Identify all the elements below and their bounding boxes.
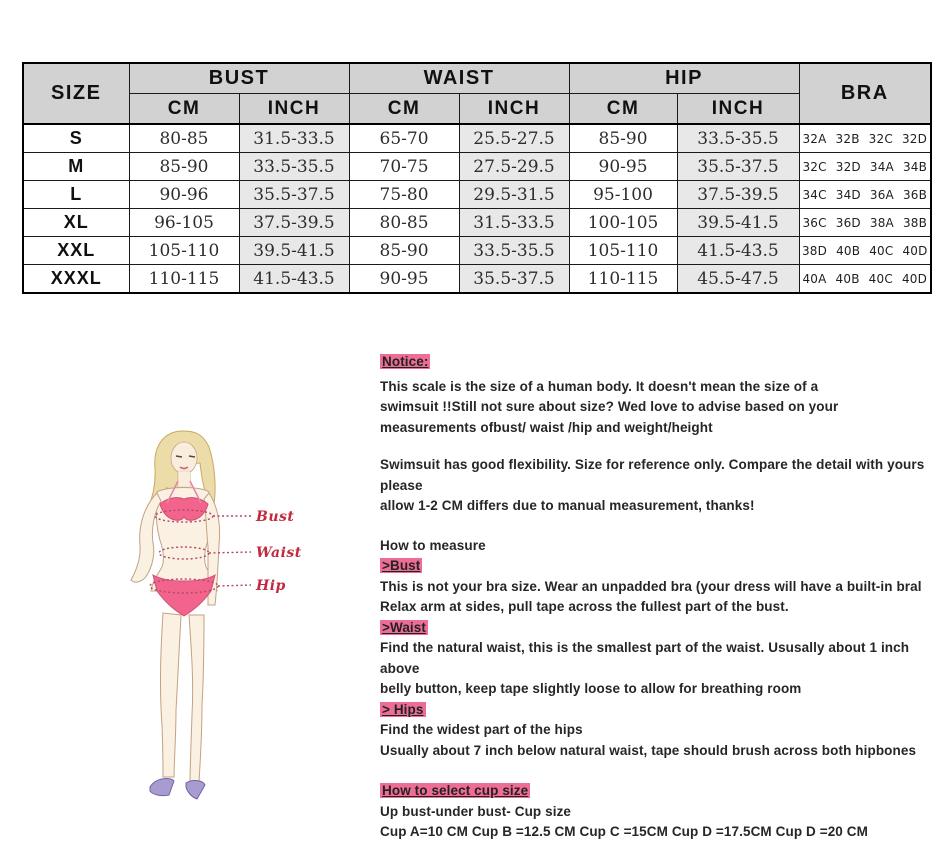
table-row [23,153,931,181]
size-table-body [23,124,931,293]
measurement-figure [105,425,365,815]
cup-size-heading: How to select cup size [382,783,529,798]
value-cell: 90-95 [569,153,677,181]
text-line: Find the natural waist, this is the smallest part of the waist. Ususally about 1 inch above [380,640,910,676]
value-cell: 41.5-43.5 [677,237,799,265]
value-cell: 90-96 [129,181,239,209]
value-cell: 110-115 [129,265,239,294]
value-cell: 41.5-43.5 [239,265,349,294]
value-cell: 90-95 [349,265,459,294]
how-to-measure-heading: How to measure [380,537,486,553]
right-leg [189,615,204,782]
value-cell: 80-85 [349,209,459,237]
value-cell: 34C 34D 36A 36B [799,181,931,209]
value-cell: 85-90 [129,153,239,181]
text-line: measurements ofbust/ waist /hip and weight/height [380,419,713,435]
value-cell: 110-115 [569,265,677,294]
waist-label: Waist [256,545,302,561]
value-cell: 35.5-37.5 [459,265,569,294]
bust-section-heading: >Bust [382,558,421,573]
flexibility-note [380,455,928,517]
value-cell: 38D 40B 40C 40D [799,237,931,265]
table-row [23,181,931,209]
value-cell: 96-105 [129,209,239,237]
header-size: SIZE [23,63,129,124]
text-line: This is not your bra size. Wear an unpadded bra (your dress will have a built-in bral [380,578,922,594]
value-cell: 33.5-35.5 [677,124,799,153]
text-line: Cup A=10 CM Cup B =12.5 CM Cup C =15CM Cup D =17.5CM Cup D =20 CM [380,824,868,839]
left-shoe [150,779,174,796]
bust-label: Bust [256,509,295,525]
header-hip: HIP [569,63,799,94]
table-row [23,209,931,237]
notice-heading: Notice: [382,354,429,369]
size-cell: XL [23,209,129,237]
value-cell: 105-110 [569,237,677,265]
value-cell: 31.5-33.5 [239,124,349,153]
waist-leader-line [209,552,251,553]
value-cell: 75-80 [349,181,459,209]
text-line: This scale is the size of a human body. It doesn't mean the size of a [380,378,819,394]
header-bust: BUST [129,63,349,94]
waist-section-heading: >Waist [382,619,426,635]
value-cell: 85-90 [569,124,677,153]
left-leg [160,613,181,777]
value-cell: 25.5-27.5 [459,124,569,153]
size-cell: L [23,181,129,209]
value-cell: 45.5-47.5 [677,265,799,294]
waist-instructions [380,638,928,700]
text-line: Usually about 7 inch below natural waist, tape should brush across both hipbones [380,742,917,758]
value-cell: 36C 36D 38A 38B [799,209,931,237]
hip-label: Hip [256,578,286,594]
text-line: swimsuit !!Still not sure about size? Wed love to advise based on your [380,399,839,414]
measurement-notes [380,352,928,843]
bust-instructions [380,577,928,618]
value-cell: 85-90 [349,237,459,265]
notice-body [380,377,928,439]
size-cell: M [23,153,129,181]
text-line: Relax arm at sides, pull tape across the fullest part of the bust. [380,599,789,614]
header-waist-cm: CM [349,94,459,125]
hips-instructions [380,720,928,761]
value-cell: 31.5-33.5 [459,209,569,237]
header-waist: WAIST [349,63,569,94]
header-bust-cm: CM [129,94,239,125]
text-line: belly button, keep tape slightly loose to allow for breathing room [380,681,802,696]
value-cell: 35.5-37.5 [677,153,799,181]
value-cell: 100-105 [569,209,677,237]
table-row [23,237,931,265]
text-line: Find the widest part of the hips [380,722,583,737]
right-shoe [186,781,205,799]
table-row [23,265,931,294]
header-bra: BRA [799,63,931,124]
header-hip-cm: CM [569,94,677,125]
value-cell: 39.5-41.5 [677,209,799,237]
size-cell: XXXL [23,265,129,294]
value-cell: 40A 40B 40C 40D [799,265,931,294]
value-cell: 37.5-39.5 [677,181,799,209]
cup-size-instructions [380,802,928,843]
value-cell: 33.5-35.5 [239,153,349,181]
value-cell: 29.5-31.5 [459,181,569,209]
value-cell: 80-85 [129,124,239,153]
size-chart-table [22,62,932,294]
text-line: allow 1-2 CM differs due to manual measurement, thanks! [380,498,755,513]
neck [178,471,191,487]
value-cell: 70-75 [349,153,459,181]
value-cell: 32A 32B 32C 32D [799,124,931,153]
header-bust-inch: INCH [239,94,349,125]
size-cell: XXL [23,237,129,265]
value-cell: 27.5-29.5 [459,153,569,181]
value-cell: 35.5-37.5 [239,181,349,209]
value-cell: 33.5-35.5 [459,237,569,265]
text-line: Swimsuit has good flexibility. Size for reference only. Compare the detail with yours please [380,457,925,493]
size-cell: S [23,124,129,153]
table-row [23,124,931,153]
value-cell: 95-100 [569,181,677,209]
value-cell: 39.5-41.5 [239,237,349,265]
value-cell: 105-110 [129,237,239,265]
header-hip-inch: INCH [677,94,799,125]
table-header [23,63,931,124]
left-arm [131,493,161,582]
value-cell: 32C 32D 34A 34B [799,153,931,181]
hips-section-heading: > Hips [382,701,424,717]
text-line: Up bust-under bust- Cup size [380,803,572,819]
woman-sketch-illustration [105,425,365,815]
value-cell: 37.5-39.5 [239,209,349,237]
header-waist-inch: INCH [459,94,569,125]
hip-leader-line [218,585,251,586]
value-cell: 65-70 [349,124,459,153]
